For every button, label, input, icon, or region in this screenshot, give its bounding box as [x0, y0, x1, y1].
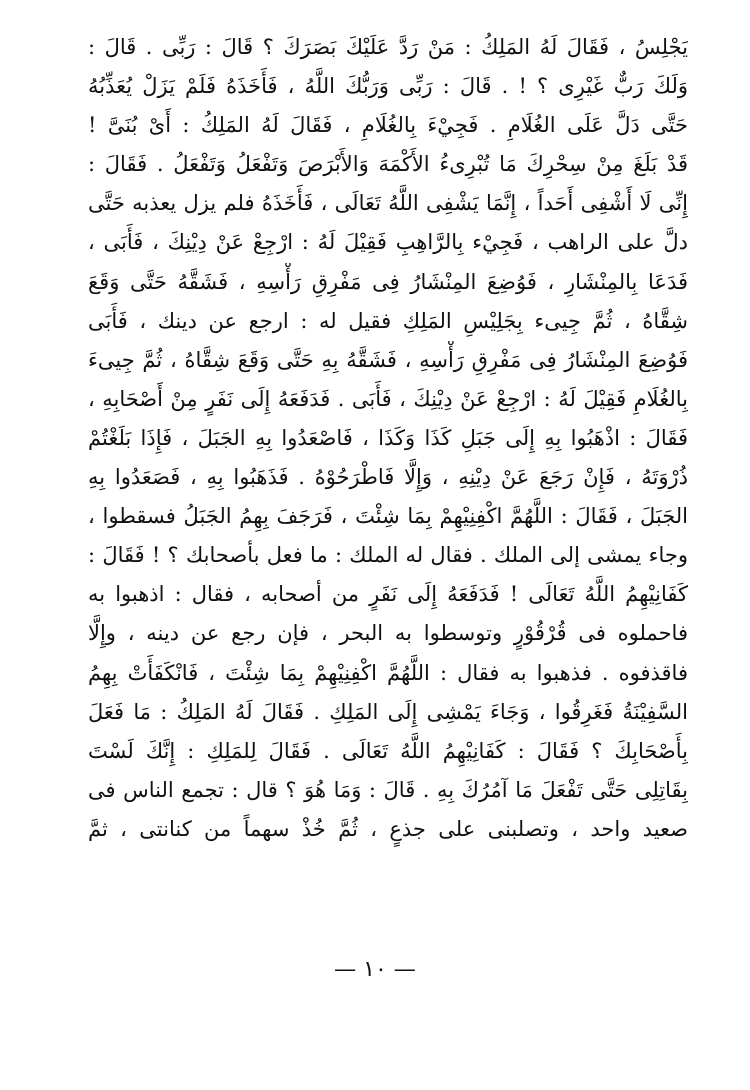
text-line: فاحملوه فى قُرْقُوْرٍ وتوسطوا به البحر ، فإن رجع عن دينه ، وإِلَّا [88, 621, 688, 646]
text-line: بِالغُلَامِ فَقِيْلَ لَهُ : ارْجِعْ عَنْ دِيْنِكَ ، فَأَبَى . فَدَفَعَهُ إِلَى نَفَرٍ مِنْ أَصْحَابِهِ ، [88, 386, 688, 411]
text-line: فاقذفوه . فذهبوا به فقال : اللَّهُمَّ اكْفِنِيْهِمْ بِمَا شِئْتَ ، فَانْكَفَأَتْ بِهِمُ [88, 660, 688, 685]
text-line: فَدَعَا بِالمِنْشَارِ ، فَوُضِعَ المِنْشَارُ فِى مَفْرِقِ رَأْسِهِ ، فَشَقَّهُ حَتَّى وَقَعَ [88, 269, 688, 294]
text-line: وجاء يمشى إلى الملك . فقال له الملك : ما فعل بأصحابك ؟ ! فَقَالَ : [88, 543, 688, 568]
text-line: السَّفِيْنَةُ فَغَرِقُوا ، وَجَاءَ يَمْشِى إِلَى المَلِكِ . فَقَالَ لَهُ المَلِكُ : مَا فَعَلَ [88, 699, 688, 724]
text-line: حَتَّى دَلَّ عَلَى الغُلَامِ . فَجِيْءَ بِالغُلَامِ ، فَقَالَ لَهُ المَلِكُ : أَىْ بُنَىَّ ! [88, 113, 688, 138]
text-line: قَدْ بَلَغَ مِنْ سِحْرِكَ مَا تُبْرِىءُ الأَكْمَهَ وَالأَبْرَصَ وَتَفْعَلُ وَتَفْعَلُ . فَقَالَ : [88, 152, 688, 177]
text-line: صعيد واحد ، وتصلبنى على جذعٍ ، ثُمَّ خُذْ سهماً من كنانتى ، ثمَّ [88, 816, 688, 841]
page-number: — ١٠ — [334, 957, 416, 982]
text-line: إِنِّى لَا أَشْفِى أَحَداً ، إِنَّمَا يَشْفِى اللَّهُ تَعَالَى ، فَأَخَذَهُ فلم يزل يعذبه حَتَّى [88, 191, 688, 216]
text-line: فَقَالَ : اذْهَبُوا بِهِ إِلَى جَبَلِ كَذَا وَكَذَا ، فَاصْعَدُوا بِهِ الجَبَلَ ، فَإِذَا بَلَغْتُمْ [88, 425, 688, 450]
text-line: وَلَكَ رَبٌّ غَيْرِى ؟ ! . قَالَ : رَبِّى وَرَبُّكَ اللَّهُ ، فَأَخَذَهُ فَلَمْ يَزَلْ يُعَذِّبُهُ [88, 74, 688, 99]
text-line: بِأَصْحَابِكَ ؟ فَقَالَ : كَفَانِيْهِمُ اللَّهُ تَعَالَى . فَقَالَ لِلمَلِكِ : إِنَّكَ لَسْتَ [88, 738, 688, 763]
text-line: كَفَانِيْهِمُ اللَّهُ تَعَالَى ! فَدَفَعَهُ إِلَى نَفَرٍ من أصحابه ، فقال : اذهبوا به [88, 582, 688, 607]
text-line: يَجْلِسُ ، فَقَالَ لَهُ المَلِكُ : مَنْ رَدَّ عَلَيْكَ بَصَرَكَ ؟ قَالَ : رَبِّى . قَالَ : [88, 35, 688, 59]
arabic-text-block [88, 28, 688, 849]
text-line: فَوُضِعَ المِنْشَارُ فِى مَفْرِقِ رَأْسِهِ ، فَشَقَّهُ بِهِ حَتَّى وَقَعَ شِقَّاهُ ، ثُمَّ جِيىءَ [88, 347, 688, 372]
text-line: دلَّ على الراهب ، فَجِيْء بِالرَّاهِبِ فَقِيْلَ لَهُ : ارْجِعْ عَنْ دِيْنِكَ ، فَأَبَى ، [88, 230, 688, 255]
text-line: ذُرْوَتَهُ ، فَإِنْ رَجَعَ عَنْ دِيْنِهِ ، وَإِلَّا فَاطْرَحُوْهُ . فَذَهَبُوا بِهِ ، فَصَعَدُوا بِهِ [88, 465, 688, 490]
text-line: الجَبَلَ ، فَقَالَ : اللَّهُمَّ اكْفِنِيْهِمْ بِمَا شِئْتَ ، فَرَجَفَ بِهِمُ الجَبَلُ فسقطوا ، [88, 504, 688, 529]
text-line: شِقَّاهُ ، ثُمَّ جِيىء بِجَلِيْسِ المَلِكِ فقيل له : ارجع عن دينك ، فَأَبَى [88, 308, 688, 333]
text-line: بِقَاتِلِى حَتَّى تَفْعَلَ مَا آمُرُكَ بِهِ . قَالَ : وَمَا هُوَ ؟ قال : تجمع الناس فى [88, 777, 688, 802]
